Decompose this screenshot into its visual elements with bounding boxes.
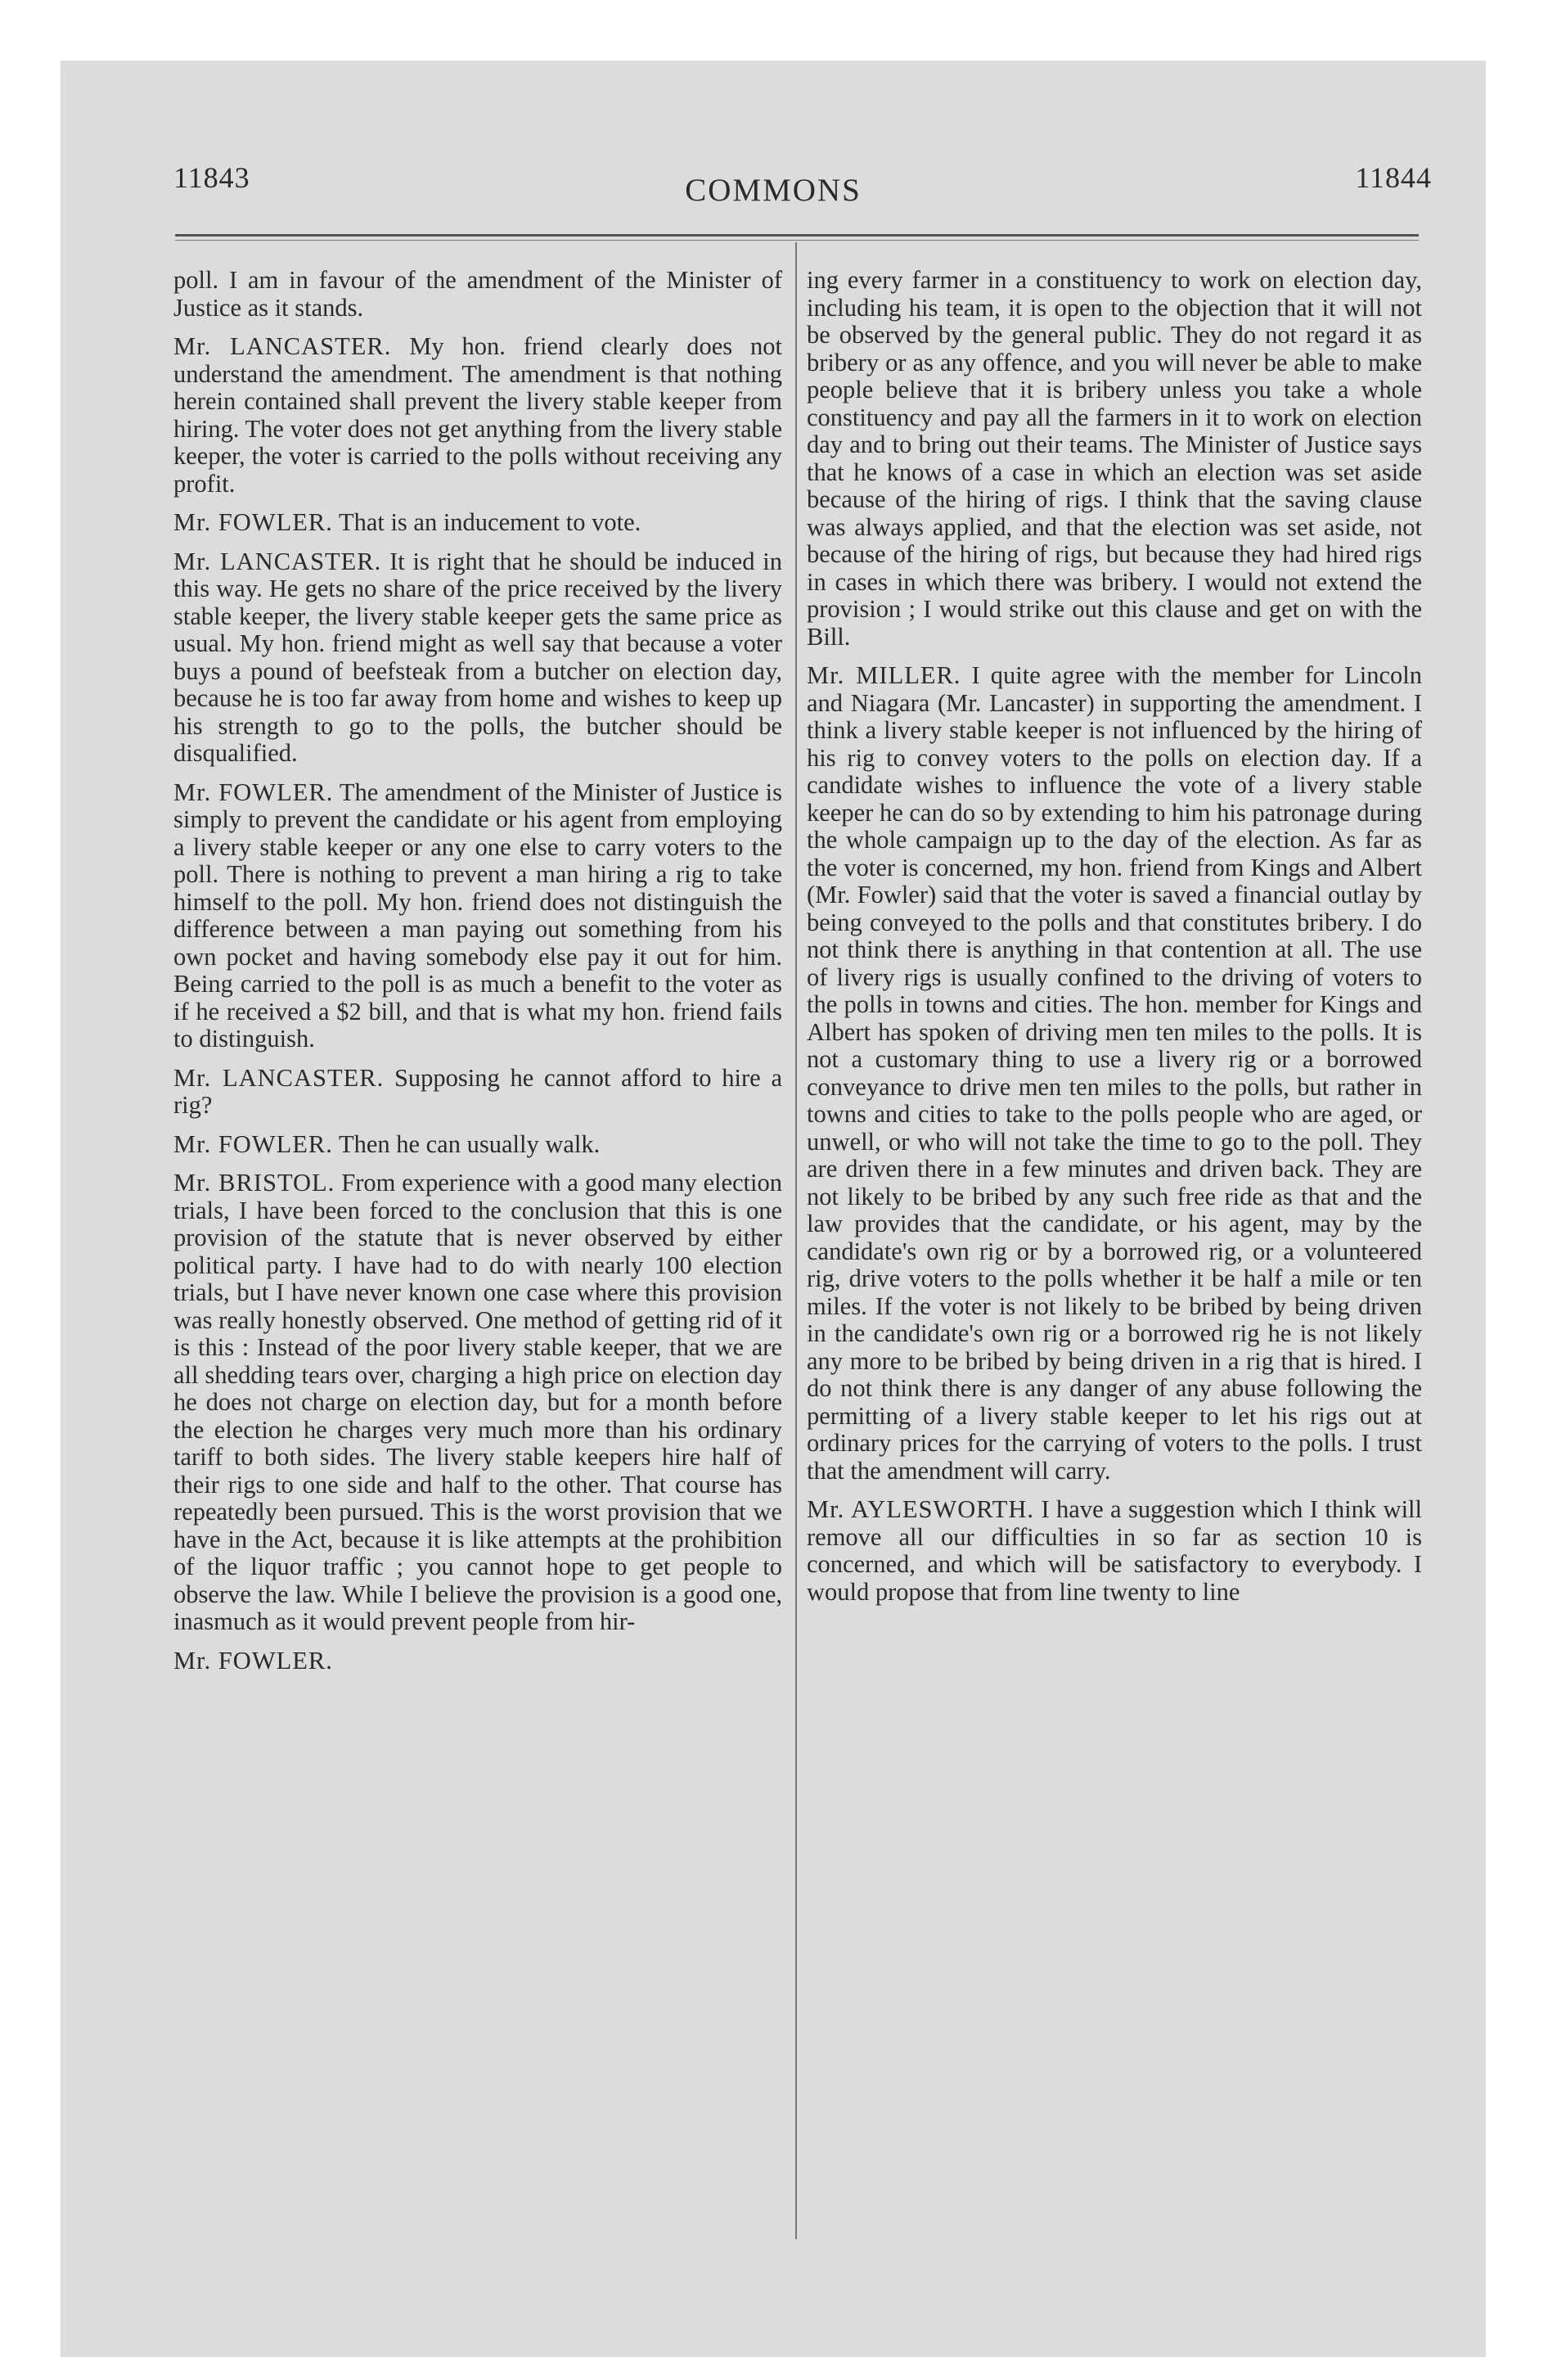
page-number-right: 11844 [1355,161,1432,194]
paragraph-text: My hon. friend clearly does not understand the amendment. The amendment is that nothing herein contained shall prevent the livery stable keeper from hiring. The voter does not get anything from the livery stable keeper, the voter is carried to the polls without receiving any profit. [173,332,782,498]
paragraph-text: I have a suggestion which I think will remove all our difficulties in so far as section 10 is concerned, and which will be satisfactory to everybody. I would propose that from line twenty to line [807,1495,1422,1606]
paragraph [173,548,782,768]
speaker-name: Mr. BRISTOL. [173,1169,335,1197]
paragraph [173,267,782,322]
paragraph-text: From experience with a good many election trials, I have been forced to the conclusion that this is one provision of the statute that is never observed by either political party. I have had to do with nearly 100 election trials, but I have never known one case where this provision was really honestly observed. One method of getting rid of it is this : Instead of the poor livery stable keeper, that we are all shedding tears over, charging a high price on election day he does not charge on election day, but for a month before the election he charges very much more than his ordinary tariff to both sides. The livery stable keepers hire half of their rigs to one side and half to the other. That course has repeatedly been pursued. This is the worst provision that we have in the Act, because it is like attempts at the prohibition of the liquor traffic ; you cannot hope to get people to observe the law. While I believe the provision is a good one, inasmuch as it would prevent people from hir- [173,1169,783,1635]
speaker-name: Mr. FOWLER. [173,508,333,536]
speaker-name: Mr. FOWLER. [173,778,334,806]
paragraph [173,1170,782,1636]
paragraph [173,1065,782,1120]
paragraph [807,267,1422,651]
page-header [115,160,1432,210]
speaker-name: Mr. LANCASTER. [173,332,392,360]
paragraph [173,1131,782,1159]
page-title: COMMONS [685,173,862,208]
speaker-name: Mr. AYLESWORTH. [807,1495,1035,1523]
paragraph-text: It is right that he should be induced in this way. He gets no share of the price received by the livery stable keeper, the livery stable keeper gets the same price as usual. My hon. friend might as well say that because a voter buys a pound of beefsteak from a butcher on election day, because he is too far away from home and wishes to keep up his strength to go to the polls, the butcher should be disqualified. [173,547,782,767]
paragraph-text: Then he can usually walk. [338,1129,601,1158]
paragraph-text: I quite agree with the member for Lincoln and Niagara (Mr. Lancaster) in supporting the amendment. I think a livery stable keeper is not influenced by the hiring of his rig to convey voters to the polls on election day. If a candidate wishes to influence the vote of a livery stable keeper he can do so by extending to him his patronage during the whole campaign up to the day of the election. As far as the voter is concerned, my hon. friend from Kings and Albert (Mr. Fowler) said that the voter is saved a financial outlay by being conveyed to the polls and that constitutes bribery. I do not think there is anything in that contention at all. The use of livery rigs is usually confined to the driving of voters to the polls in towns and cities. The hon. member for Kings and Albert has spoken of driving men ten miles to the polls. It is not a customary thing to use a livery rig or a borrowed conveyance to drive men ten miles to the polls, but rather in towns and cities to take to the polls people who are aged, or unwell, or who will not take the time to go to the poll. They are driven there in a few minutes and driven back. They are not likely to be bribed by any such free ride as that and the law provides that the candidate, or his agent, may by the candidate's own rig or by a borrowed rig, or a volunteered rig, drive voters to the polls whether it be half a mile or ten miles. If the voter is not likely to be bribed by being driven in the candidate's own rig or a borrowed rig he is not likely any more to be bribed by being driven in a rig that is hired. I do not think there is any danger of any abuse following the permitting of a livery stable keeper to let his rigs out at ordinary prices for the carrying of voters to the polls. I trust that the amendment will carry. [807,661,1423,1485]
paragraph [807,662,1422,1485]
paragraph-text: That is an inducement to vote. [338,508,641,536]
paragraph-text: The amendment of the Minister of Justice is simply to prevent the candidate or his agent from employing a livery stable keeper or any one else to carry voters to the poll. There is nothing to prevent a man hiring a rig to take himself to the poll. My hon. friend does not distinguish the difference between a man paying out something from his own pocket and having somebody else pay it out for him. Being carried to the poll is as much a benefit to the voter as if he received a $2 bill, and that is what my hon. friend fails to distinguish. [173,778,782,1053]
speaker-name: Mr. FOWLER. [173,1646,333,1675]
paragraph [173,509,782,537]
paragraph [173,779,782,1053]
paragraph-text: ing every farmer in a constituency to work on election day, including his team, it is open to the objection that it will not be observed by the general public. They do not regard it as bribery or as any offence, and you will never be able to make people believe that it is bribery unless you take a whole constituency and pay all the farmers in it to work on election day and to bring out their teams. The Minister of Justice says that he knows of a case in which an election was set aside because of the hiring of rigs. I think that the saving clause was always applied, and that the election was set aside, not because of the hiring of rigs, but because they had hired rigs in cases in which there was bribery. I would not extend the provision ; I would strike out this clause and get on with the Bill. [807,266,1422,651]
header-rule [175,234,1419,237]
paragraph [173,333,782,498]
speaker-name: Mr. LANCASTER. [173,1063,385,1092]
page-number-left: 11843 [173,161,250,194]
speaker-name: Mr. FOWLER. [173,1129,333,1158]
left-column [173,267,782,1686]
paragraph [807,1496,1422,1606]
paragraph-text: Supposing he cannot afford to hire a rig? [173,1063,782,1119]
paragraph [173,1648,782,1675]
header-rule-thin [175,240,1419,241]
paragraph-text: poll. I am in favour of the amendment of the Minister of Justice as it stands. [173,266,782,322]
speaker-name: Mr. MILLER. [807,661,961,689]
column-divider [795,242,797,2239]
speaker-name: Mr. LANCASTER. [173,547,382,575]
right-column [807,267,1422,1617]
